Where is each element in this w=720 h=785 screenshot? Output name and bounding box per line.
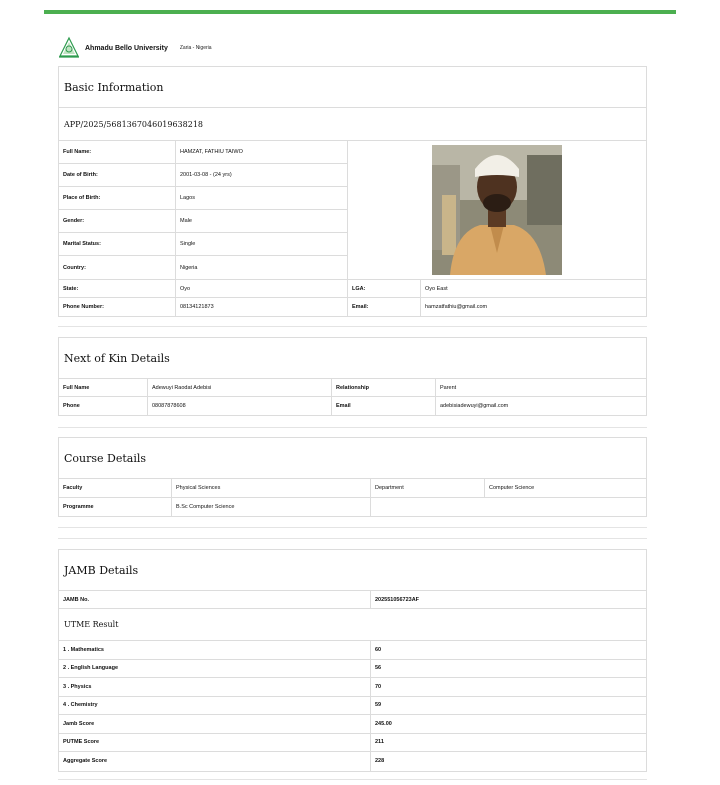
aggregate-score-value: 228 [375,758,385,765]
result-value: 59 [375,702,382,709]
programme-label: Programme [59,498,172,516]
passport-photo [432,145,562,275]
personal-details-block [59,141,646,280]
phone-label: Phone Number: [59,298,176,316]
university-header [57,36,212,60]
kin-relationship-label: Relationship [332,379,436,396]
field-label: Place of Birth: [59,187,176,209]
personal-fields-table [59,141,348,279]
field-label: Full Name: [59,141,176,163]
table-row [59,678,646,697]
jamb-no-label: JAMB No. [59,591,371,608]
state-label: State: [59,280,176,297]
university-name: Ahmadu Bello University [85,44,168,52]
table-row [59,298,646,316]
putme-score-value: 211 [375,739,384,746]
kin-email-label: Email [332,397,436,415]
section-divider [58,527,647,528]
lga-value: Oyo East [425,285,448,292]
lga-label: LGA: [348,280,421,297]
result-value: 60 [375,646,382,653]
section-divider [58,779,647,780]
jamb-details-title: JAMB Details [59,550,646,591]
section-divider [58,427,647,428]
table-row [59,141,347,164]
kin-name-label: Full Name [59,379,148,396]
next-of-kin-section [58,337,647,416]
application-number: APP/2025/5681367046019638218 [59,108,646,141]
top-accent-bar [44,10,676,14]
table-row [59,397,646,415]
table-row [59,280,646,298]
jamb-details-section [58,549,647,772]
field-value: Nigeria [180,264,198,271]
field-value: Single [180,241,196,247]
email-value: hamzatfathiu@gmail.com [425,304,488,310]
programme-value: B.Sc Computer Science [172,498,371,516]
field-label: Gender: [59,210,176,232]
kin-phone-value: 08087878608 [148,397,332,415]
result-value: 56 [375,665,382,672]
utme-result-title: UTME Result [59,609,646,641]
result-label: 2 . English Language [59,660,371,678]
department-label: Department [371,479,485,497]
table-row [59,752,646,771]
course-details-title: Course Details [59,438,646,479]
jamb-score-label: Jamb Score [59,715,371,733]
result-label: 4 . Chemistry [59,697,371,715]
basic-information-title: Basic Information [59,67,646,108]
field-label: Marital Status: [59,233,176,255]
table-row [59,479,646,498]
aggregate-score-label: Aggregate Score [59,752,371,771]
section-divider [58,538,647,539]
empty-cell [371,498,646,516]
field-label: Date of Birth: [59,164,176,186]
applicant-photo-illustration [432,145,562,275]
table-row [59,660,646,679]
table-row [59,233,347,256]
table-row [59,498,646,516]
table-row [59,697,646,716]
field-value: HAMZAT, FATHIU TAIWO [180,149,243,155]
field-label: Country: [59,256,176,279]
department-value: Computer Science [489,485,535,491]
email-label: Email: [348,298,421,316]
table-row [59,256,347,279]
section-divider [58,326,647,327]
faculty-label: Faculty [59,479,172,497]
kin-relationship-value: Parent [440,384,457,391]
kin-name-value: Adewuyi Raodat Adebisi [148,379,332,396]
table-row [59,379,646,397]
kin-phone-label: Phone [59,397,148,415]
table-row [59,164,347,187]
next-of-kin-title: Next of Kin Details [59,338,646,379]
field-value: Male [180,218,192,224]
kin-email-value: adebisiadewuyi@gmail.com [440,403,509,409]
result-label: 3 . Physics [59,678,371,696]
table-row [59,187,347,210]
table-row [59,591,646,609]
faculty-value: Physical Sciences [172,479,371,497]
university-location: Zaria - Nigeria [179,45,212,51]
state-value: Oyo [176,280,348,297]
putme-score-label: PUTME Score [59,734,371,752]
table-row [59,715,646,734]
table-row [59,734,646,753]
university-logo [57,36,81,60]
basic-information-section [58,66,647,317]
result-label: 1 . Mathematics [59,641,371,659]
field-value: Lagos [180,195,195,201]
result-value: 70 [375,683,382,690]
photo-cell [348,141,646,279]
phone-value: 08134121873 [176,298,348,316]
jamb-no-value: 202551056723AF [375,596,420,603]
field-value: 2001-03-08 - (24 yrs) [180,172,232,178]
table-row [59,210,347,233]
table-row [59,641,646,660]
jamb-score-value: 245.00 [375,720,392,727]
course-details-section [58,437,647,517]
